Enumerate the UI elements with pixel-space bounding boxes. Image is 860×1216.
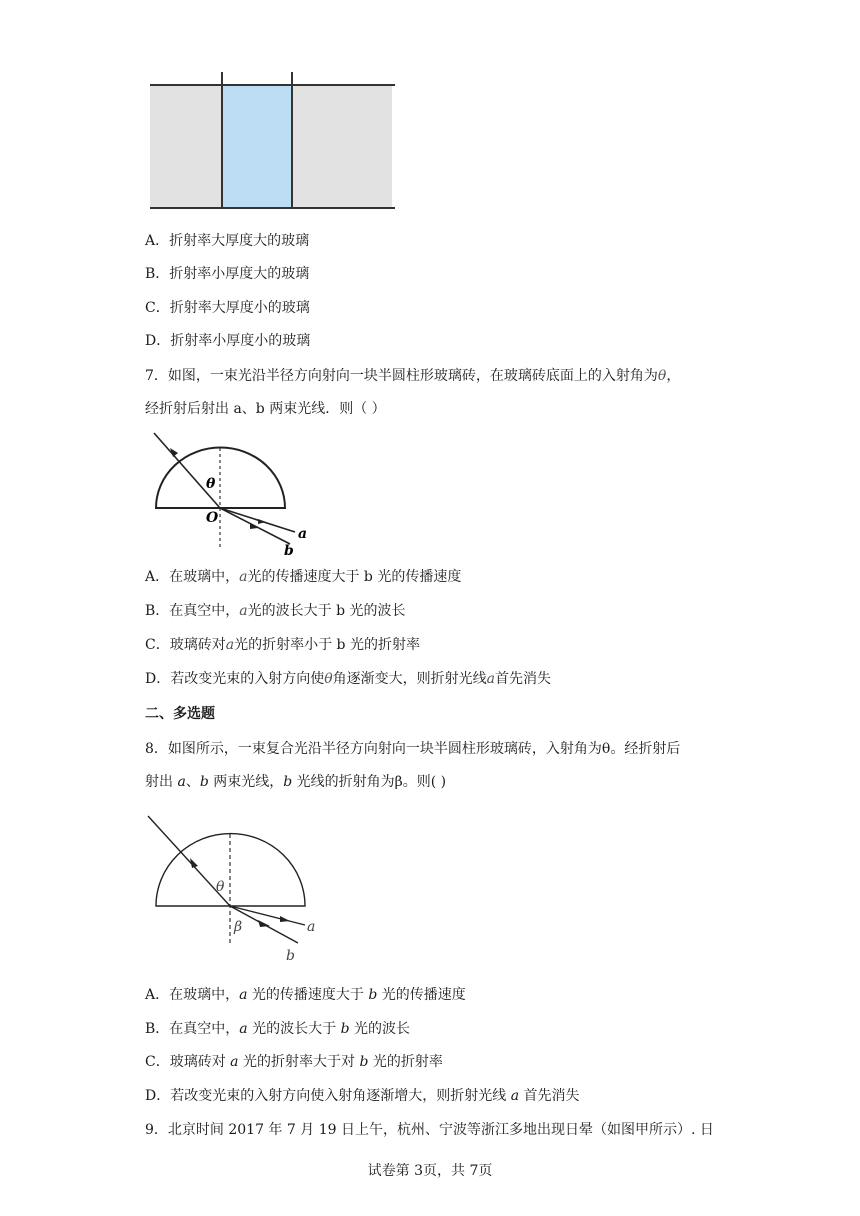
q8-option-b-b: b (340, 1021, 350, 1037)
fig8-beta-label: β (234, 919, 243, 935)
q7-option-a-symbol: a (239, 569, 248, 585)
q8-option-a-a: a (239, 987, 248, 1003)
middle-glass-slab (222, 85, 292, 208)
section-heading: 二、多选题 (145, 706, 215, 722)
q8-option-c (145, 1052, 443, 1072)
page-footer: 试卷第 3页，共 7页 (367, 1163, 493, 1179)
q8-stem-line1: 8．如图所示，一束复合光沿半径方向射向一块半圆柱形玻璃砖，入射角为θ。经折射后 (145, 741, 681, 757)
fig7-origin-label: O (206, 510, 219, 526)
q7-option-b-text2: 光的波长大于 b 光的波长 (247, 603, 406, 619)
q8-option-b-text1: B．在真空中， (145, 1021, 240, 1037)
q8-option-a-text3: 光的传播速度 (377, 987, 466, 1003)
left-glass-region (150, 85, 222, 208)
fig8-theta-label: θ (216, 879, 225, 895)
incident-arrow-icon (190, 858, 198, 868)
q8-semicircle-figure (140, 808, 340, 970)
fig7-a-label: a (298, 526, 308, 542)
q8-stem-text3: 光线的折射角为β。则( ) (292, 774, 447, 790)
q8-option-d (145, 1086, 580, 1106)
q8-option-b-a: a (239, 1021, 248, 1037)
ray-b-arrow-icon (258, 920, 270, 927)
theta-symbol: θ (657, 368, 667, 384)
q8-stem-line2 (145, 772, 446, 792)
q8-option-c-text3: 光的折射率 (368, 1054, 443, 1070)
q8-stem-a: a (177, 774, 186, 790)
q8-option-b (145, 1019, 410, 1039)
q7-option-a (145, 567, 461, 587)
q8-option-c-b: b (359, 1054, 369, 1070)
q7-option-a-text1: A．在玻璃中， (145, 569, 240, 585)
q8-option-c-text2: 光的折射率大于对 (238, 1054, 360, 1070)
incident-ray (154, 433, 220, 508)
q8-option-d-text1: D．若改变光束的入射方向使入射角逐渐增大，则折射光线 (145, 1088, 511, 1104)
q8-option-a-text1: A．在玻璃中， (145, 987, 240, 1003)
fig8-b-label: b (286, 948, 295, 964)
q7-stem-comma: ， (666, 368, 681, 384)
q8-option-a (145, 985, 466, 1005)
fig8-a-label: a (307, 919, 316, 935)
q8-option-b-text2: 光的波长大于 (247, 1021, 341, 1037)
q7-option-d-text1: D．若改变光束的入射方向使 (145, 671, 325, 687)
q6-option-a: A．折射率大厚度大的玻璃 (145, 233, 310, 249)
right-glass-region (292, 85, 392, 208)
q8-option-b-text3: 光的波长 (349, 1021, 410, 1037)
q7-option-d-symbol: θ (324, 671, 333, 687)
q7-stem-line1 (145, 366, 680, 386)
q9-stem-line1: 9．北京时间 2017 年 7 月 19 日上午，杭州、宁波等浙江多地出现日晕（如图甲所示）. 日 (145, 1122, 714, 1138)
q7-stem-line2: 经折射后射出 a、b 两束光线．则（ ） (145, 401, 386, 417)
q8-stem-b: b (199, 774, 209, 790)
q8-option-d-text2: 首先消失 (519, 1088, 580, 1104)
q7-option-d (145, 669, 551, 689)
q7-semicircle-figure (140, 428, 330, 560)
q8-option-a-text2: 光的传播速度大于 (247, 987, 369, 1003)
ray-b-arrow-icon (250, 523, 258, 529)
q8-option-a-b: b (368, 987, 378, 1003)
q8-stem-text2: 两束光线， (208, 774, 284, 790)
q8-stem-b2: b (283, 774, 293, 790)
q8-option-c-a: a (230, 1054, 239, 1070)
glass-slab-figure (140, 70, 400, 215)
fig7-theta-label: θ (206, 476, 216, 492)
q7-option-a-text2: 光的传播速度大于 b 光的传播速度 (247, 569, 462, 585)
q7-option-b-text1: B．在真空中， (145, 603, 240, 619)
q8-option-d-a: a (510, 1088, 520, 1104)
ray-b (220, 508, 290, 544)
q7-option-c-symbol: a (225, 637, 235, 653)
ray-a (220, 508, 295, 532)
q7-option-d-text2: 角逐渐变大，则折射光线 (332, 671, 487, 687)
q6-option-d: D．折射率小厚度小的玻璃 (145, 333, 311, 349)
q7-option-c (145, 635, 420, 655)
q7-option-d-text3: 首先消失 (495, 671, 552, 687)
ray-a-arrow-icon (280, 916, 290, 922)
q8-stem-text1: 射出 (145, 774, 178, 790)
q7-option-b-symbol: a (239, 603, 248, 619)
q7-option-c-text2: 光的折射率小于 b 光的折射率 (234, 637, 420, 653)
q7-stem-text: 7．如图，一束光沿半径方向射向一块半圆柱形玻璃砖，在玻璃砖底面上的入射角为 (145, 368, 658, 384)
q6-option-c: C．折射率大厚度小的玻璃 (145, 300, 310, 316)
q7-option-c-text1: C．玻璃砖对 (145, 637, 226, 653)
q8-stem-sep: 、 (185, 774, 200, 790)
q7-option-b (145, 601, 406, 621)
q8-option-c-text1: C．玻璃砖对 (145, 1054, 231, 1070)
fig7-b-label: b (284, 543, 294, 559)
q6-option-b: B．折射率小厚度大的玻璃 (145, 266, 310, 282)
q7-option-d-symbol2: a (486, 671, 496, 687)
